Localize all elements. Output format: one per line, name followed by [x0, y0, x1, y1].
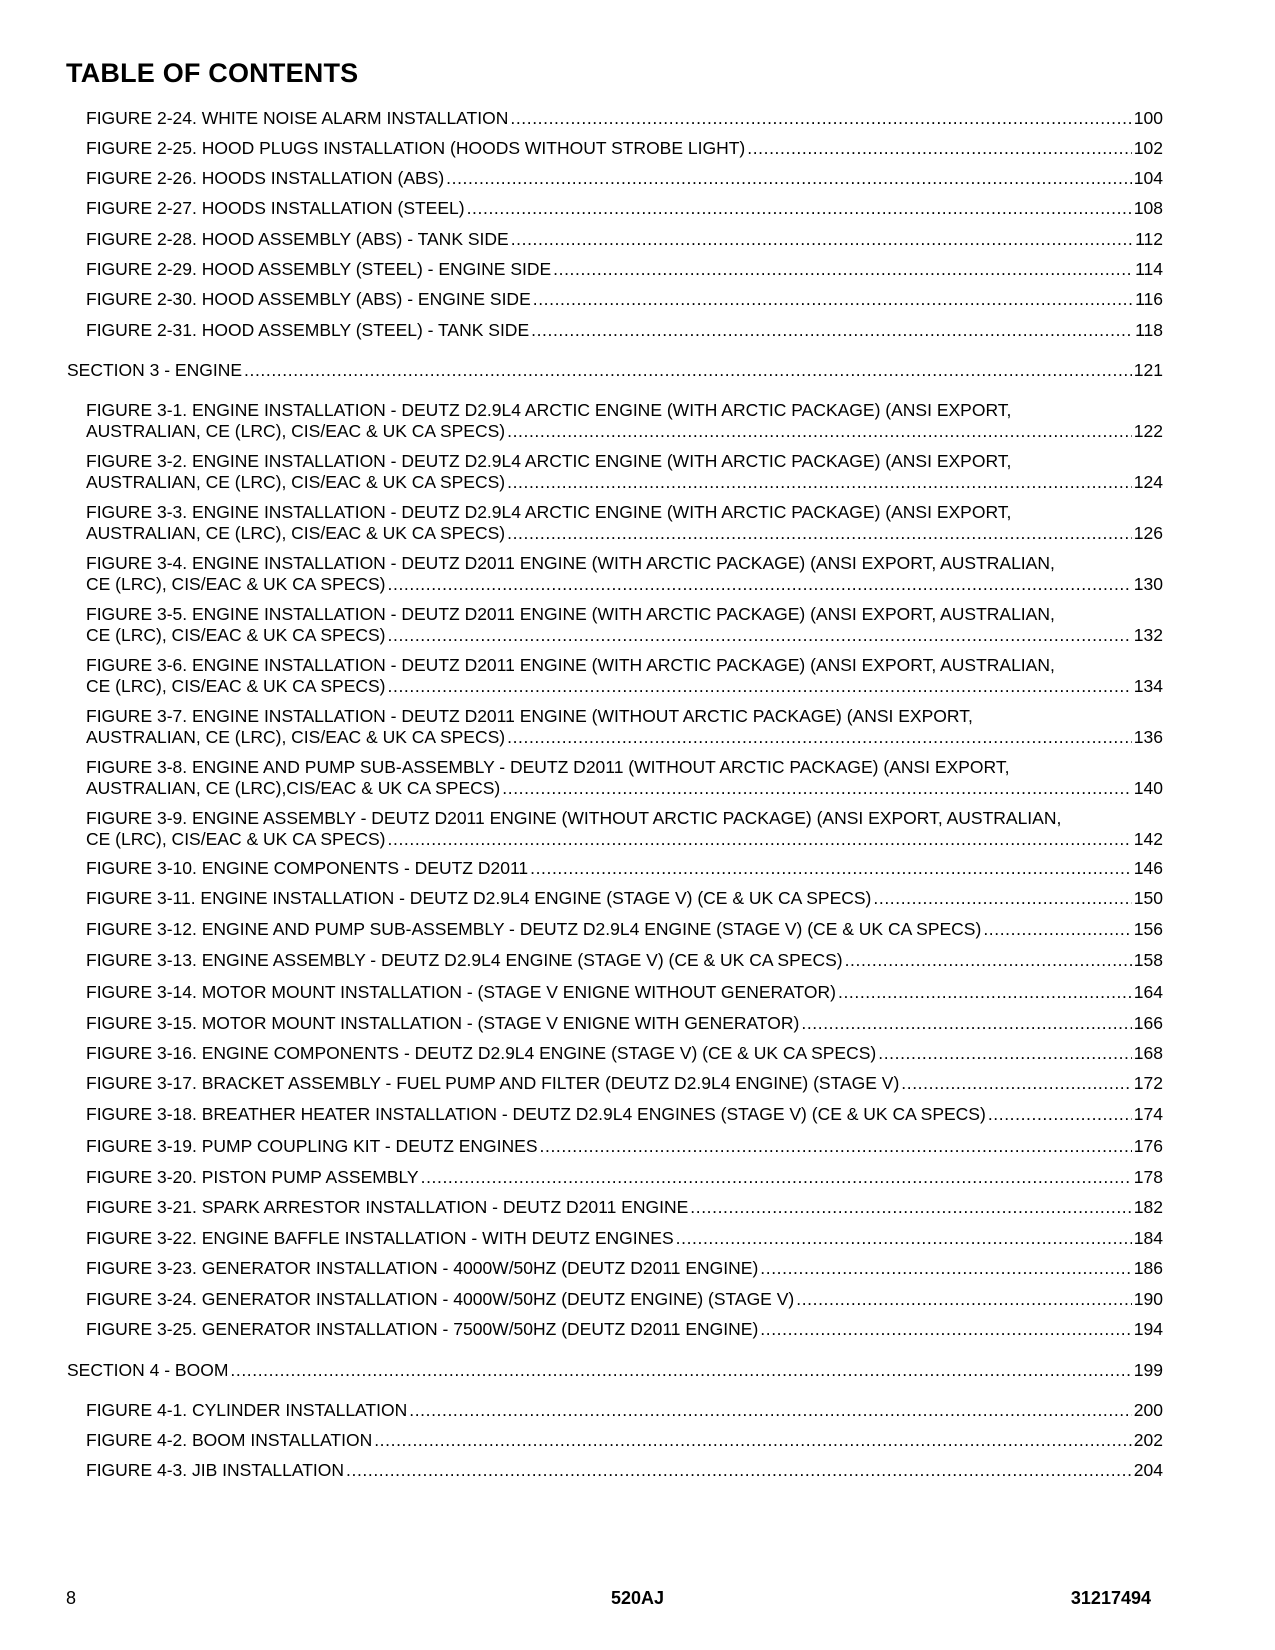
toc-entry-title: FIGURE 2-28. HOOD ASSEMBLY (ABS) - TANK SIDE — [86, 229, 509, 249]
dot-leader — [838, 982, 1132, 1003]
toc-figure-entry[interactable] — [86, 1167, 1163, 1188]
dot-leader — [230, 1360, 1131, 1381]
toc-entry-page: 126 — [1133, 523, 1163, 543]
dot-leader — [446, 168, 1132, 189]
toc-entry-page: 112 — [1135, 229, 1163, 249]
toc-entry-title: FIGURE 3-23. GENERATOR INSTALLATION - 4000W/50HZ (DEUTZ D2011 ENGINE) — [86, 1258, 759, 1278]
footer-doc-number: 31217494 — [1070, 1588, 1151, 1608]
dot-leader — [510, 108, 1131, 129]
toc-entry-title-line1: FIGURE 3-1. ENGINE INSTALLATION - DEUTZ D2.9L4 ARCTIC ENGINE (WITH ARCTIC PACKAGE) (ANSI EXPORT, — [86, 400, 1012, 420]
toc-entry-title: SECTION 3 - ENGINE — [67, 360, 243, 380]
toc-entry-title: AUSTRALIAN, CE (LRC), CIS/EAC & UK CA SPECS) — [86, 523, 506, 543]
toc-entry-page: 184 — [1133, 1228, 1163, 1248]
toc-figure-entry[interactable] — [86, 400, 1163, 442]
toc-section-entry[interactable] — [67, 1360, 1163, 1381]
dot-leader — [760, 1258, 1132, 1279]
toc-figure-entry[interactable] — [86, 502, 1163, 544]
dot-leader — [421, 1167, 1132, 1188]
footer-page-number: 8 — [66, 1588, 77, 1608]
toc-entry-page: 168 — [1133, 1043, 1163, 1063]
toc-figure-entry[interactable] — [86, 1228, 1163, 1249]
toc-entry-title-line1: FIGURE 3-2. ENGINE INSTALLATION - DEUTZ D2.9L4 ARCTIC ENGINE (WITH ARCTIC PACKAGE) (ANSI EXPORT, — [86, 451, 1012, 471]
dot-leader — [346, 1460, 1132, 1481]
toc-figure-entry[interactable] — [86, 259, 1163, 280]
toc-entry-page: 176 — [1133, 1136, 1163, 1156]
toc-entry-title: FIGURE 2-27. HOODS INSTALLATION (STEEL) — [86, 198, 465, 218]
toc-figure-entry[interactable] — [86, 706, 1163, 748]
toc-figure-entry[interactable] — [86, 108, 1163, 129]
dot-leader — [531, 320, 1133, 341]
dot-leader — [873, 888, 1131, 909]
toc-entry-title: SECTION 4 - BOOM — [67, 1360, 229, 1380]
dot-leader — [760, 1319, 1132, 1340]
page-title: TABLE OF CONTENTS — [66, 58, 359, 88]
dot-leader — [507, 727, 1132, 748]
toc-entry-page: 150 — [1133, 888, 1163, 908]
toc-entry-page: 124 — [1133, 472, 1163, 492]
toc-entry-page: 200 — [1133, 1400, 1163, 1420]
toc-figure-entry[interactable] — [86, 289, 1163, 310]
toc-figure-entry[interactable] — [86, 553, 1163, 595]
toc-entry-page: 166 — [1133, 1013, 1163, 1033]
toc-figure-entry[interactable] — [86, 919, 1163, 940]
toc-entry-title: FIGURE 3-14. MOTOR MOUNT INSTALLATION - (STAGE V ENIGNE WITHOUT GENERATOR) — [86, 982, 836, 1002]
toc-entry-title: FIGURE 3-22. ENGINE BAFFLE INSTALLATION - WITH DEUTZ ENGINES — [86, 1228, 674, 1248]
toc-entry-title-line1: FIGURE 3-8. ENGINE AND PUMP SUB-ASSEMBLY - DEUTZ D2011 (WITHOUT ARCTIC PACKAGE) (ANSI EXPORT, — [86, 757, 1010, 777]
toc-figure-entry[interactable] — [86, 950, 1163, 971]
toc-entry-page: 158 — [1133, 950, 1163, 970]
toc-entry-title: FIGURE 3-20. PISTON PUMP ASSEMBLY — [86, 1167, 419, 1187]
toc-figure-entry[interactable] — [86, 1258, 1163, 1279]
dot-leader — [878, 1043, 1132, 1064]
toc-figure-entry[interactable] — [86, 1136, 1163, 1157]
toc-figure-entry[interactable] — [86, 1400, 1163, 1421]
toc-entry-page: 186 — [1133, 1258, 1163, 1278]
toc-entry-page: 199 — [1133, 1360, 1163, 1380]
toc-entry-page: 172 — [1133, 1073, 1163, 1093]
dot-leader — [507, 472, 1132, 493]
toc-entry-page: 156 — [1133, 919, 1163, 939]
toc-entry-page: 178 — [1133, 1167, 1163, 1187]
dot-leader — [388, 574, 1132, 595]
toc-entry-title: FIGURE 2-26. HOODS INSTALLATION (ABS) — [86, 168, 445, 188]
toc-figure-entry[interactable] — [86, 655, 1163, 697]
toc-figure-entry[interactable] — [86, 198, 1163, 219]
toc-entry-page: 130 — [1133, 574, 1163, 594]
toc-figure-entry[interactable] — [86, 604, 1163, 646]
dot-leader — [502, 778, 1132, 799]
toc-figure-entry[interactable] — [86, 1197, 1163, 1218]
toc-figure-entry[interactable] — [86, 1073, 1163, 1094]
dot-leader — [511, 229, 1133, 250]
toc-figure-entry[interactable] — [86, 1104, 1163, 1125]
dot-leader — [988, 1104, 1132, 1125]
dot-leader — [796, 1289, 1132, 1310]
toc-entry-title: FIGURE 3-18. BREATHER HEATER INSTALLATION - DEUTZ D2.9L4 ENGINES (STAGE V) (CE & UK CA SPECS) — [86, 1104, 986, 1124]
dot-leader — [540, 1136, 1132, 1157]
toc-entry-title: FIGURE 2-24. WHITE NOISE ALARM INSTALLATION — [86, 108, 509, 128]
toc-entry-title-line1: FIGURE 3-4. ENGINE INSTALLATION - DEUTZ D2011 ENGINE (WITH ARCTIC PACKAGE) (ANSI EXPORT, AUSTRALIAN, — [86, 553, 1055, 573]
toc-entry-page: 134 — [1133, 676, 1163, 696]
toc-section-entry[interactable] — [67, 360, 1163, 381]
toc-figure-entry[interactable] — [86, 320, 1163, 341]
dot-leader — [553, 259, 1133, 280]
toc-figure-entry[interactable] — [86, 229, 1163, 250]
toc-figure-entry[interactable] — [86, 1043, 1163, 1064]
toc-figure-entry[interactable] — [86, 982, 1163, 1003]
dot-leader — [507, 421, 1132, 442]
toc-entry-title: FIGURE 2-25. HOOD PLUGS INSTALLATION (HOODS WITHOUT STROBE LIGHT) — [86, 138, 746, 158]
toc-entry-title-line1: FIGURE 3-6. ENGINE INSTALLATION - DEUTZ D2011 ENGINE (WITH ARCTIC PACKAGE) (ANSI EXPORT, AUSTRALIAN, — [86, 655, 1055, 675]
toc-entry-title-line1: FIGURE 3-7. ENGINE INSTALLATION - DEUTZ D2011 ENGINE (WITHOUT ARCTIC PACKAGE) (ANSI EXPORT, — [86, 706, 973, 726]
toc-entry-page: 182 — [1133, 1197, 1163, 1217]
toc-entry-page: 142 — [1133, 829, 1163, 849]
toc-entry-title: FIGURE 3-16. ENGINE COMPONENTS - DEUTZ D2.9L4 ENGINE (STAGE V) (CE & UK CA SPECS) — [86, 1043, 877, 1063]
dot-leader — [983, 919, 1131, 940]
toc-entry-title: CE (LRC), CIS/EAC & UK CA SPECS) — [86, 829, 386, 849]
toc-figure-entry[interactable] — [86, 451, 1163, 493]
dot-leader — [801, 1013, 1131, 1034]
toc-figure-entry[interactable] — [86, 138, 1163, 159]
dot-leader — [676, 1228, 1132, 1249]
toc-entry-page: 136 — [1133, 727, 1163, 747]
toc-entry-page: 116 — [1135, 289, 1163, 309]
toc-entry-title: FIGURE 2-29. HOOD ASSEMBLY (STEEL) - ENGINE SIDE — [86, 259, 552, 279]
toc-entry-title: FIGURE 3-25. GENERATOR INSTALLATION - 7500W/50HZ (DEUTZ D2011 ENGINE) — [86, 1319, 759, 1339]
toc-figure-entry[interactable] — [86, 757, 1163, 799]
toc-entry-title: FIGURE 3-15. MOTOR MOUNT INSTALLATION - (STAGE V ENIGNE WITH GENERATOR) — [86, 1013, 800, 1033]
toc-entry-title: FIGURE 3-17. BRACKET ASSEMBLY - FUEL PUMP AND FILTER (DEUTZ D2.9L4 ENGINE) (STAGE V) — [86, 1073, 900, 1093]
toc-entry-page: 102 — [1133, 138, 1163, 158]
dot-leader — [409, 1400, 1132, 1421]
toc-entry-title: FIGURE 2-31. HOOD ASSEMBLY (STEEL) - TANK SIDE — [86, 320, 530, 340]
toc-entry-title: FIGURE 3-12. ENGINE AND PUMP SUB-ASSEMBLY - DEUTZ D2.9L4 ENGINE (STAGE V) (CE & UK CA SPECS) — [86, 919, 982, 939]
toc-entry-title: FIGURE 4-2. BOOM INSTALLATION — [86, 1430, 373, 1450]
toc-entry-title-line1: FIGURE 3-3. ENGINE INSTALLATION - DEUTZ D2.9L4 ARCTIC ENGINE (WITH ARCTIC PACKAGE) (ANSI EXPORT, — [86, 502, 1012, 522]
toc-entry-page: 164 — [1133, 982, 1163, 1002]
toc-entry-title: CE (LRC), CIS/EAC & UK CA SPECS) — [86, 625, 386, 645]
toc-figure-entry[interactable] — [86, 858, 1163, 879]
toc-figure-entry[interactable] — [86, 1289, 1163, 1310]
dot-leader — [374, 1430, 1132, 1451]
toc-entry-title: CE (LRC), CIS/EAC & UK CA SPECS) — [86, 574, 386, 594]
toc-entry-title: FIGURE 3-24. GENERATOR INSTALLATION - 4000W/50HZ (DEUTZ ENGINE) (STAGE V) — [86, 1289, 795, 1309]
toc-entry-page: 146 — [1133, 858, 1163, 878]
toc-figure-entry[interactable] — [86, 1013, 1163, 1034]
toc-entry-page: 100 — [1133, 108, 1163, 128]
footer-model: 520AJ — [610, 1588, 665, 1608]
toc-figure-entry[interactable] — [86, 168, 1163, 189]
toc-entry-page: 174 — [1133, 1104, 1163, 1124]
toc-entry-title: AUSTRALIAN, CE (LRC), CIS/EAC & UK CA SPECS) — [86, 421, 506, 441]
dot-leader — [507, 523, 1132, 544]
toc-entry-page: 132 — [1133, 625, 1163, 645]
dot-leader — [467, 198, 1132, 219]
dot-leader — [388, 625, 1132, 646]
toc-entry-title: FIGURE 2-30. HOOD ASSEMBLY (ABS) - ENGINE SIDE — [86, 289, 531, 309]
toc-entry-title-line1: FIGURE 3-5. ENGINE INSTALLATION - DEUTZ D2011 ENGINE (WITH ARCTIC PACKAGE) (ANSI EXPORT, AUSTRALIAN, — [86, 604, 1055, 624]
dot-leader — [388, 829, 1132, 850]
toc-figure-entry[interactable] — [86, 808, 1163, 850]
toc-entry-page: 194 — [1133, 1319, 1163, 1339]
toc-entry-page: 202 — [1133, 1430, 1163, 1450]
toc-entry-page: 114 — [1135, 259, 1163, 279]
toc-entry-title: AUSTRALIAN, CE (LRC), CIS/EAC & UK CA SPECS) — [86, 727, 506, 747]
toc-entry-page: 121 — [1133, 360, 1163, 380]
dot-leader — [244, 360, 1132, 381]
toc-entry-page: 204 — [1133, 1460, 1163, 1480]
toc-entry-title: AUSTRALIAN, CE (LRC), CIS/EAC & UK CA SPECS) — [86, 472, 506, 492]
toc-entry-page: 108 — [1133, 198, 1163, 218]
toc-figure-entry[interactable] — [86, 1430, 1163, 1451]
toc-figure-entry[interactable] — [86, 888, 1163, 909]
dot-leader — [845, 950, 1132, 971]
toc-entry-title: FIGURE 4-1. CYLINDER INSTALLATION — [86, 1400, 408, 1420]
toc-entry-title: CE (LRC), CIS/EAC & UK CA SPECS) — [86, 676, 386, 696]
dot-leader — [690, 1197, 1132, 1218]
dot-leader — [533, 289, 1133, 310]
toc-entry-title-line1: FIGURE 3-9. ENGINE ASSEMBLY - DEUTZ D2011 ENGINE (WITHOUT ARCTIC PACKAGE) (ANSI EXPORT, AUSTRALIAN, — [86, 808, 1062, 828]
toc-entry-title: AUSTRALIAN, CE (LRC),CIS/EAC & UK CA SPECS) — [86, 778, 501, 798]
dot-leader — [747, 138, 1132, 159]
toc-figure-entry[interactable] — [86, 1319, 1163, 1340]
toc-entry-page: 140 — [1133, 778, 1163, 798]
toc-entry-title: FIGURE 4-3. JIB INSTALLATION — [86, 1460, 345, 1480]
dot-leader — [530, 858, 1132, 879]
dot-leader — [901, 1073, 1132, 1094]
toc-entry-page: 118 — [1135, 320, 1163, 340]
toc-entry-title: FIGURE 3-10. ENGINE COMPONENTS - DEUTZ D2011 — [86, 858, 529, 878]
toc-entry-title: FIGURE 3-13. ENGINE ASSEMBLY - DEUTZ D2.9L4 ENGINE (STAGE V) (CE & UK CA SPECS) — [86, 950, 843, 970]
toc-entry-page: 122 — [1133, 421, 1163, 441]
toc-figure-entry[interactable] — [86, 1460, 1163, 1481]
toc-entry-page: 190 — [1133, 1289, 1163, 1309]
dot-leader — [388, 676, 1132, 697]
toc-entry-title: FIGURE 3-11. ENGINE INSTALLATION - DEUTZ D2.9L4 ENGINE (STAGE V) (CE & UK CA SPECS) — [86, 888, 872, 908]
toc-entry-title: FIGURE 3-21. SPARK ARRESTOR INSTALLATION - DEUTZ D2011 ENGINE — [86, 1197, 689, 1217]
toc-entry-title: FIGURE 3-19. PUMP COUPLING KIT - DEUTZ ENGINES — [86, 1136, 538, 1156]
toc-entry-page: 104 — [1133, 168, 1163, 188]
